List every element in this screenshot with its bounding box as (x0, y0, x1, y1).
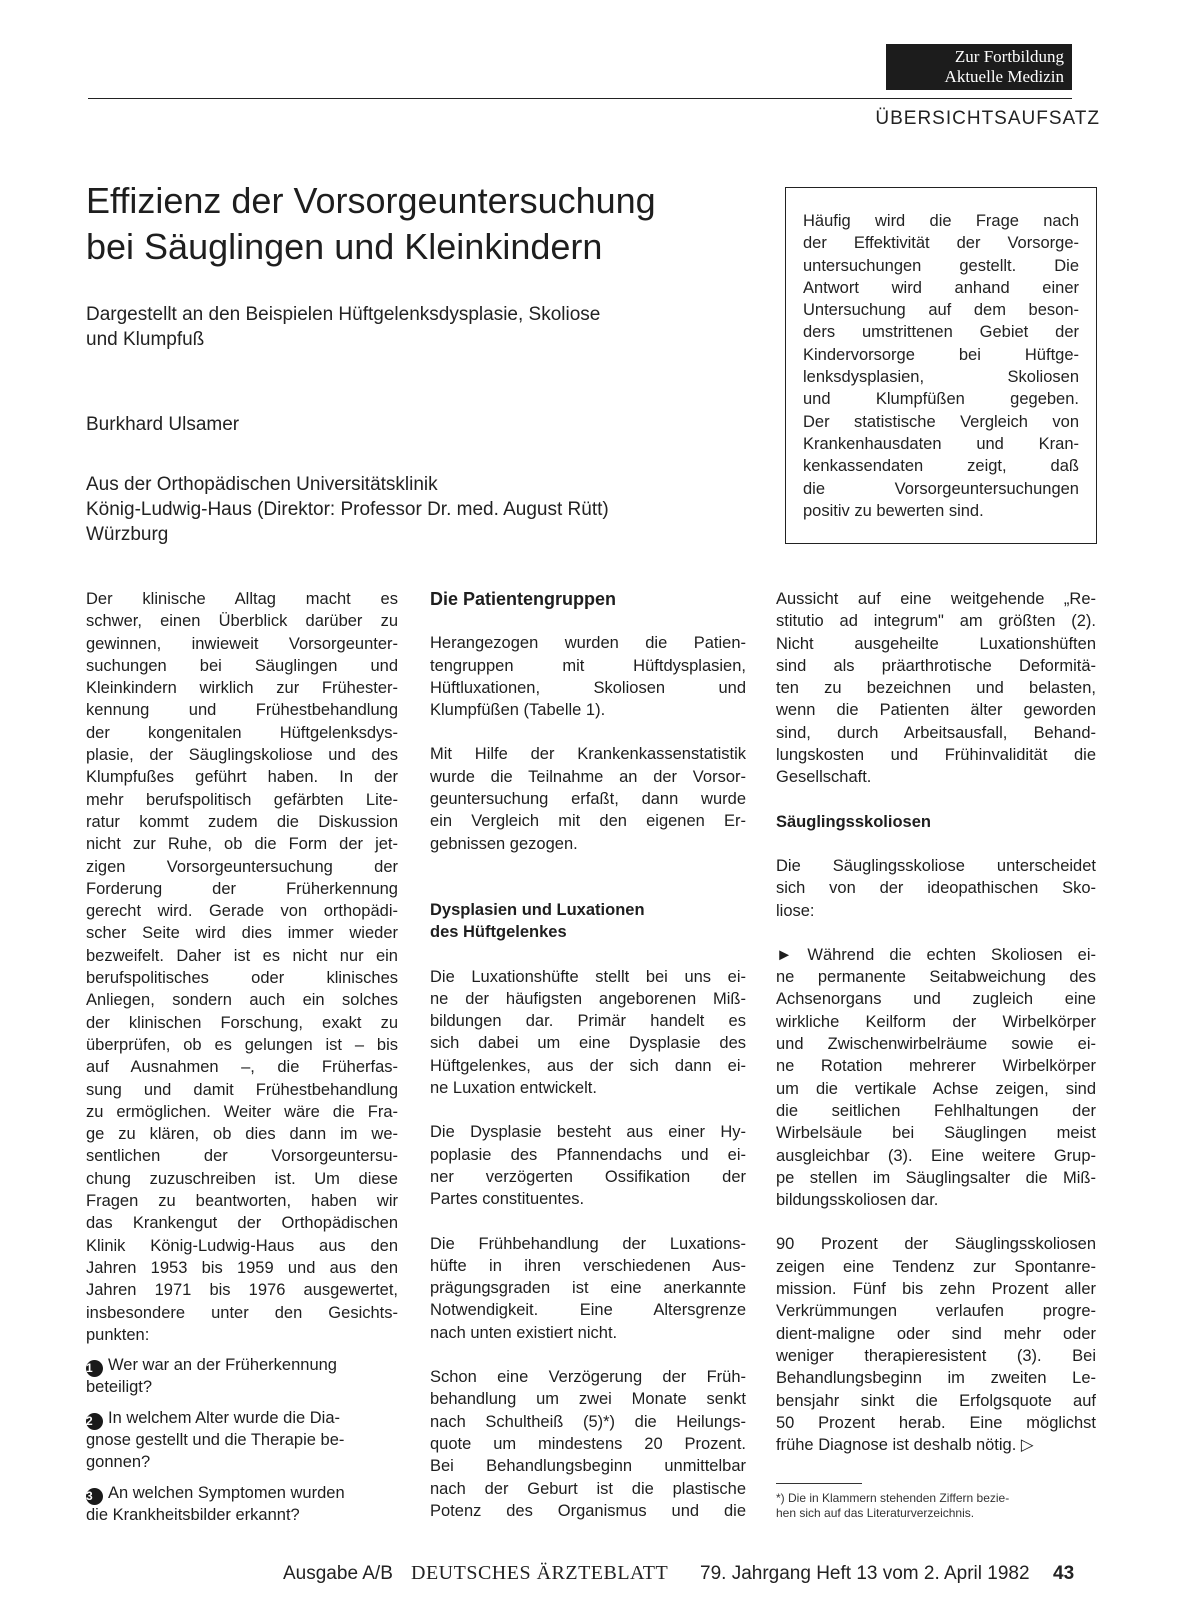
paragraph (430, 1366, 746, 1522)
text-line: Fragen zu beantworten, haben wir (86, 1192, 398, 1211)
text-line: Antwort wird anhand einer (803, 278, 1079, 297)
text-line: Die Säuglingsskoliose unterscheidet (776, 856, 1096, 875)
text-line: Der klinische Alltag macht es (86, 590, 398, 608)
text-line: Verkrümmungen verlaufen progre- (776, 1302, 1096, 1321)
text-line: die Vorsorgeuntersuchungen (803, 479, 1079, 498)
text-line: Die Luxationshüfte stellt bei uns ei- (430, 967, 746, 986)
text-line: bildungen dar. Primär handelt es (430, 1012, 746, 1031)
subsection-heading: Dysplasien und Luxationen (430, 900, 645, 919)
question-line: gnose gestellt und die Therapie be- (86, 1430, 345, 1449)
text-line: auf Ausnahmen –, die Früherfas- (86, 1058, 398, 1077)
paragraph (430, 1233, 746, 1344)
affiliation (86, 472, 609, 547)
text-line: Die Dysplasie besteht aus einer Hy- (430, 1123, 746, 1142)
text-line: kenkassendaten zeigt, daß (803, 457, 1079, 476)
text-line: weniger therapieresistent (3). Bei (776, 1346, 1096, 1365)
text-line: untersuchungen gestellt. Die (803, 256, 1079, 275)
text-line: zu ermöglichen. Weiter wäre die Fra- (86, 1102, 398, 1121)
text-line: wurde die Teilnahme an der Vorsor- (430, 767, 746, 786)
text-line: behandlung um zwei Monate senkt (430, 1390, 746, 1409)
question-line: gonnen? (86, 1453, 151, 1472)
text-line: Nicht ausgeheilte Luxationshüften (776, 634, 1096, 653)
subsection-heading: Säuglingsskoliosen (776, 812, 931, 831)
text-line: um die vertikale Achse zeigen, sind (776, 1079, 1096, 1098)
text-line: sich von der ideopathischen Sko- (776, 879, 1096, 898)
text-line: Aussicht auf eine weitgehende „Re- (776, 590, 1096, 608)
text-line: überprüfen, ob es gelungen ist – bis (86, 1035, 398, 1054)
text-line: und Klumpfüßen gegeben. (803, 390, 1079, 409)
text-line: berufspolitisches oder klinisches (86, 969, 398, 988)
text-line: tengruppen mit Hüftdysplasien, (430, 656, 746, 675)
text-line: sentlichen der Vorsorgeuntersu- (86, 1147, 398, 1166)
footer-journal: DEUTSCHES ÄRZTEBLATT (411, 1562, 669, 1584)
abstract-text (803, 210, 1079, 522)
number-badge-icon: 1 (86, 1360, 103, 1377)
column-1 (86, 588, 398, 1526)
text-line: Die Frühbehandlung der Luxations- (430, 1234, 746, 1253)
text-line: das Krankengut der Orthopädischen (86, 1214, 398, 1233)
text-line: suchungen bei Säuglingen und (86, 656, 398, 675)
text-line: Klinik König-Ludwig-Haus aus den (86, 1236, 398, 1255)
text-line: Mit Hilfe der Krankenkassenstatistik (430, 745, 746, 764)
text-line: ne Luxation entwickelt. (430, 1079, 597, 1098)
text-line: ders umstrittenen Gebiet der (803, 323, 1079, 342)
text-line: mehr berufspolitisch gefärbten Lite- (86, 790, 398, 809)
text-line: bensjahr sinkt die Erfolgsquote auf (776, 1391, 1096, 1410)
text-line: nach der Geburt ist die plastische (430, 1479, 746, 1498)
number-badge-icon: 3 (86, 1488, 103, 1505)
text-line: Anliegen, sondern auch ein solches (86, 991, 398, 1010)
text-line: positiv zu bewerten sind. (803, 501, 984, 520)
text-line: die seitlichen Fehlhaltungen der (776, 1101, 1096, 1120)
paragraph (776, 1233, 1096, 1456)
text-line: ratur kommt zudem die Diskussion (86, 812, 398, 831)
paragraph (776, 588, 1096, 789)
text-line: ausgleichbar (3). Eine weitere Grup- (776, 1146, 1096, 1165)
text-line: gewinnen, inwieweit Vorsorgeunter- (86, 634, 398, 653)
badge-line-2: Aktuelle Medizin (944, 67, 1064, 86)
text-line: ne permanente Seitabweichung des (776, 968, 1096, 987)
section-heading: Die Patientengruppen (430, 589, 617, 609)
text-line: Partes constituentes. (430, 1190, 585, 1209)
question-2 (86, 1407, 398, 1474)
article-subtitle (86, 302, 746, 352)
subtitle-line: und Klumpfuß (86, 329, 205, 350)
text-line: nicht zur Ruhe, ob die Form der jet- (86, 835, 398, 854)
text-line: frühe Diagnose ist deshalb nötig. ▷ (776, 1436, 1034, 1455)
text-line: Herangezogen wurden die Patien- (430, 634, 746, 653)
text-line: punkten: (86, 1325, 150, 1344)
column-2 (430, 588, 746, 1522)
question-line: die Krankheitsbilder erkannt? (86, 1505, 300, 1524)
footer-edition: Ausgabe A/B (283, 1563, 393, 1584)
text-line: Achsenorgans und zugleich eine (776, 990, 1096, 1009)
text-line: zeigen eine Tendenz zur Spontanre- (776, 1257, 1096, 1276)
footnote-rule (776, 1483, 862, 1484)
text-line: ► Während die echten Skoliosen ei- (776, 945, 1096, 964)
text-line: ne Rotation mehrerer Wirbelkörper (776, 1057, 1096, 1076)
text-line: poplasie des Pfannendachs und ei- (430, 1145, 746, 1164)
paragraph (776, 944, 1096, 1212)
paragraph (430, 966, 746, 1100)
text-line: nach Schultheiß (5)*) die Heilungs- (430, 1412, 746, 1431)
text-line: lungskosten und Frühinvalidität die (776, 746, 1096, 765)
question-3 (86, 1482, 398, 1527)
question-line: In welchem Alter wurde die Dia- (108, 1408, 341, 1427)
text-line: hüfte in ihren verschiedenen Aus- (430, 1256, 746, 1275)
text-line: nach unten existiert nicht. (430, 1323, 618, 1342)
text-line: Potenz des Organismus und die (430, 1501, 746, 1520)
question-line: beteiligt? (86, 1378, 153, 1397)
affiliation-line: König-Ludwig-Haus (Direktor: Professor Dr. med. August Rütt) (86, 499, 609, 520)
text-line: lenksdysplasien, Skoliosen (803, 368, 1079, 387)
text-line: schwer, einen Überblick darüber zu (86, 612, 398, 631)
text-line: gerecht wird. Gerade von orthopädi- (86, 902, 398, 921)
paragraph (430, 1121, 746, 1210)
text-line: quote um mindestens 20 Prozent. (430, 1434, 746, 1453)
paragraph (776, 855, 1096, 922)
text-line: Behandlungsbeginn im zweiten Le- (776, 1369, 1096, 1388)
text-line: mission. Fünf bis zehn Prozent aller (776, 1280, 1096, 1299)
author-name: Burkhard Ulsamer (86, 414, 240, 435)
text-line: Bei Behandlungsbeginn unmittelbar (430, 1457, 746, 1476)
section-label: ÜBERSICHTSAUFSATZ (875, 108, 1100, 129)
text-line: 90 Prozent der Säuglingsskoliosen (776, 1235, 1096, 1254)
text-line: Kindervorsorge bei Hüftge- (803, 345, 1079, 364)
text-line: ne der häufigsten angeborenen Miß- (430, 989, 746, 1008)
article-title (86, 178, 766, 270)
text-line: ner verzögerten Ossifikation der (430, 1167, 746, 1186)
column-3 (776, 588, 1096, 1456)
text-line: scher Seite wird dies immer wieder (86, 924, 398, 943)
text-line: Notwendigkeit. Eine Altersgrenze (430, 1301, 746, 1320)
question-1 (86, 1354, 398, 1399)
text-line: stitutio ad integrum" am größten (2). (776, 612, 1096, 631)
footnote-line: *) Die in Klammern stehenden Ziffern bezie- (776, 1491, 1010, 1505)
text-line: Forderung der Früherkennung (86, 879, 398, 898)
text-line: wirkliche Keilform der Wirbelkörper (776, 1012, 1096, 1031)
text-line: Klumpfüßen (Tabelle 1). (430, 701, 606, 720)
text-line: gebnissen gezogen. (430, 834, 578, 853)
question-line: Wer war an der Früherkennung (108, 1356, 337, 1375)
text-line: Der statistische Vergleich von (803, 412, 1079, 431)
text-line: Krankenhausdaten und Kran- (803, 434, 1079, 453)
text-line: Jahren 1953 bis 1959 und aus den (86, 1258, 398, 1277)
badge-line-1: Zur Fortbildung (954, 47, 1064, 66)
text-line: Jahren 1971 bis 1976 ausgewertet, (86, 1281, 398, 1300)
text-line: liose: (776, 901, 815, 920)
footnote-line: hen sich auf das Literaturverzeichnis. (776, 1506, 975, 1520)
text-line: der Effektivität der Vorsorge- (803, 234, 1079, 253)
text-line: Hüftgelenkes, aus der sich dann ei- (430, 1056, 746, 1075)
text-line: wenn die Patienten älter geworden (776, 701, 1096, 720)
text-line: sung und damit Frühestbehandlung (86, 1080, 398, 1099)
text-line: zigen Vorsorgeuntersuchung der (86, 857, 398, 876)
text-line: Gesellschaft. (776, 768, 872, 787)
text-line: der klinischen Forschung, exakt zu (86, 1013, 398, 1032)
text-line: plasie, der Säuglingskoliose und des (86, 746, 398, 765)
page-number: 43 (1053, 1563, 1075, 1584)
text-line: 50 Prozent herab. Eine möglichst (776, 1413, 1096, 1432)
text-line: Schon eine Verzögerung der Früh- (430, 1368, 746, 1387)
text-line: pe stellen im Säuglingsalter die Miß- (776, 1168, 1096, 1187)
text-line: bezweifelt. Daher ist es nicht nur ein (86, 946, 398, 965)
text-line: insbesondere unter den Gesichts- (86, 1303, 398, 1322)
text-line: Kleinkindern wirklich zur Frühester- (86, 679, 398, 698)
subsection-heading: des Hüftgelenkes (430, 923, 567, 942)
text-line: Untersuchung auf dem beson- (803, 301, 1079, 320)
text-line: der kongenitalen Hüftgelenksdys- (86, 723, 398, 742)
text-line: chung zuzuschreiben ist. Um diese (86, 1169, 398, 1188)
affiliation-line: Würzburg (86, 524, 169, 545)
subtitle-line: Dargestellt an den Beispielen Hüftgelenksdysplasie, Skoliose (86, 304, 601, 325)
text-line: ten zu bezeichnen und belasten, (776, 679, 1096, 698)
footnote (776, 1491, 1106, 1521)
paragraph (430, 743, 746, 854)
text-line: sind, durch Arbeitsausfall, Behand- (776, 723, 1096, 742)
section-badge (886, 44, 1072, 90)
text-line: sind als präarthrotische Deformitä- (776, 656, 1096, 675)
intro-paragraph (86, 588, 398, 1346)
text-line: Wirbelsäule bei Säuglingen meist (776, 1124, 1096, 1143)
text-line: sich dabei um eine Dysplasie des (430, 1034, 746, 1053)
footer-issue: 79. Jahrgang Heft 13 vom 2. April 1982 (700, 1563, 1030, 1584)
affiliation-line: Aus der Orthopädischen Universitätsklinik (86, 474, 438, 495)
text-line: ge zu klären, ob dies dann im we- (86, 1125, 398, 1144)
text-line: Klumpfußes geführt haben. In der (86, 768, 398, 787)
text-line: geuntersuchung erfaßt, dann wurde (430, 790, 746, 809)
text-line: ein Vergleich mit den eigenen Er- (430, 812, 746, 831)
title-line: Effizienz der Vorsorgeuntersuchung (86, 180, 656, 221)
text-line: und Zwischenwirbelräume sowie ei- (776, 1035, 1096, 1054)
title-line: bei Säuglingen und Kleinkindern (86, 226, 603, 267)
text-line: prägungsgraden ist eine anerkannte (430, 1279, 746, 1298)
top-rule (88, 98, 1072, 99)
text-line: Häufig wird die Frage nach (803, 212, 1079, 230)
text-line: Hüftluxationen, Skoliosen und (430, 678, 746, 697)
paragraph (430, 632, 746, 721)
text-line: kennung und Frühestbehandlung (86, 701, 398, 720)
question-line: An welchen Symptomen wurden (108, 1483, 345, 1502)
text-line: bildungsskoliosen dar. (776, 1191, 939, 1210)
number-badge-icon: 2 (86, 1413, 103, 1430)
text-line: dient-maligne oder sind mehr oder (776, 1324, 1096, 1343)
